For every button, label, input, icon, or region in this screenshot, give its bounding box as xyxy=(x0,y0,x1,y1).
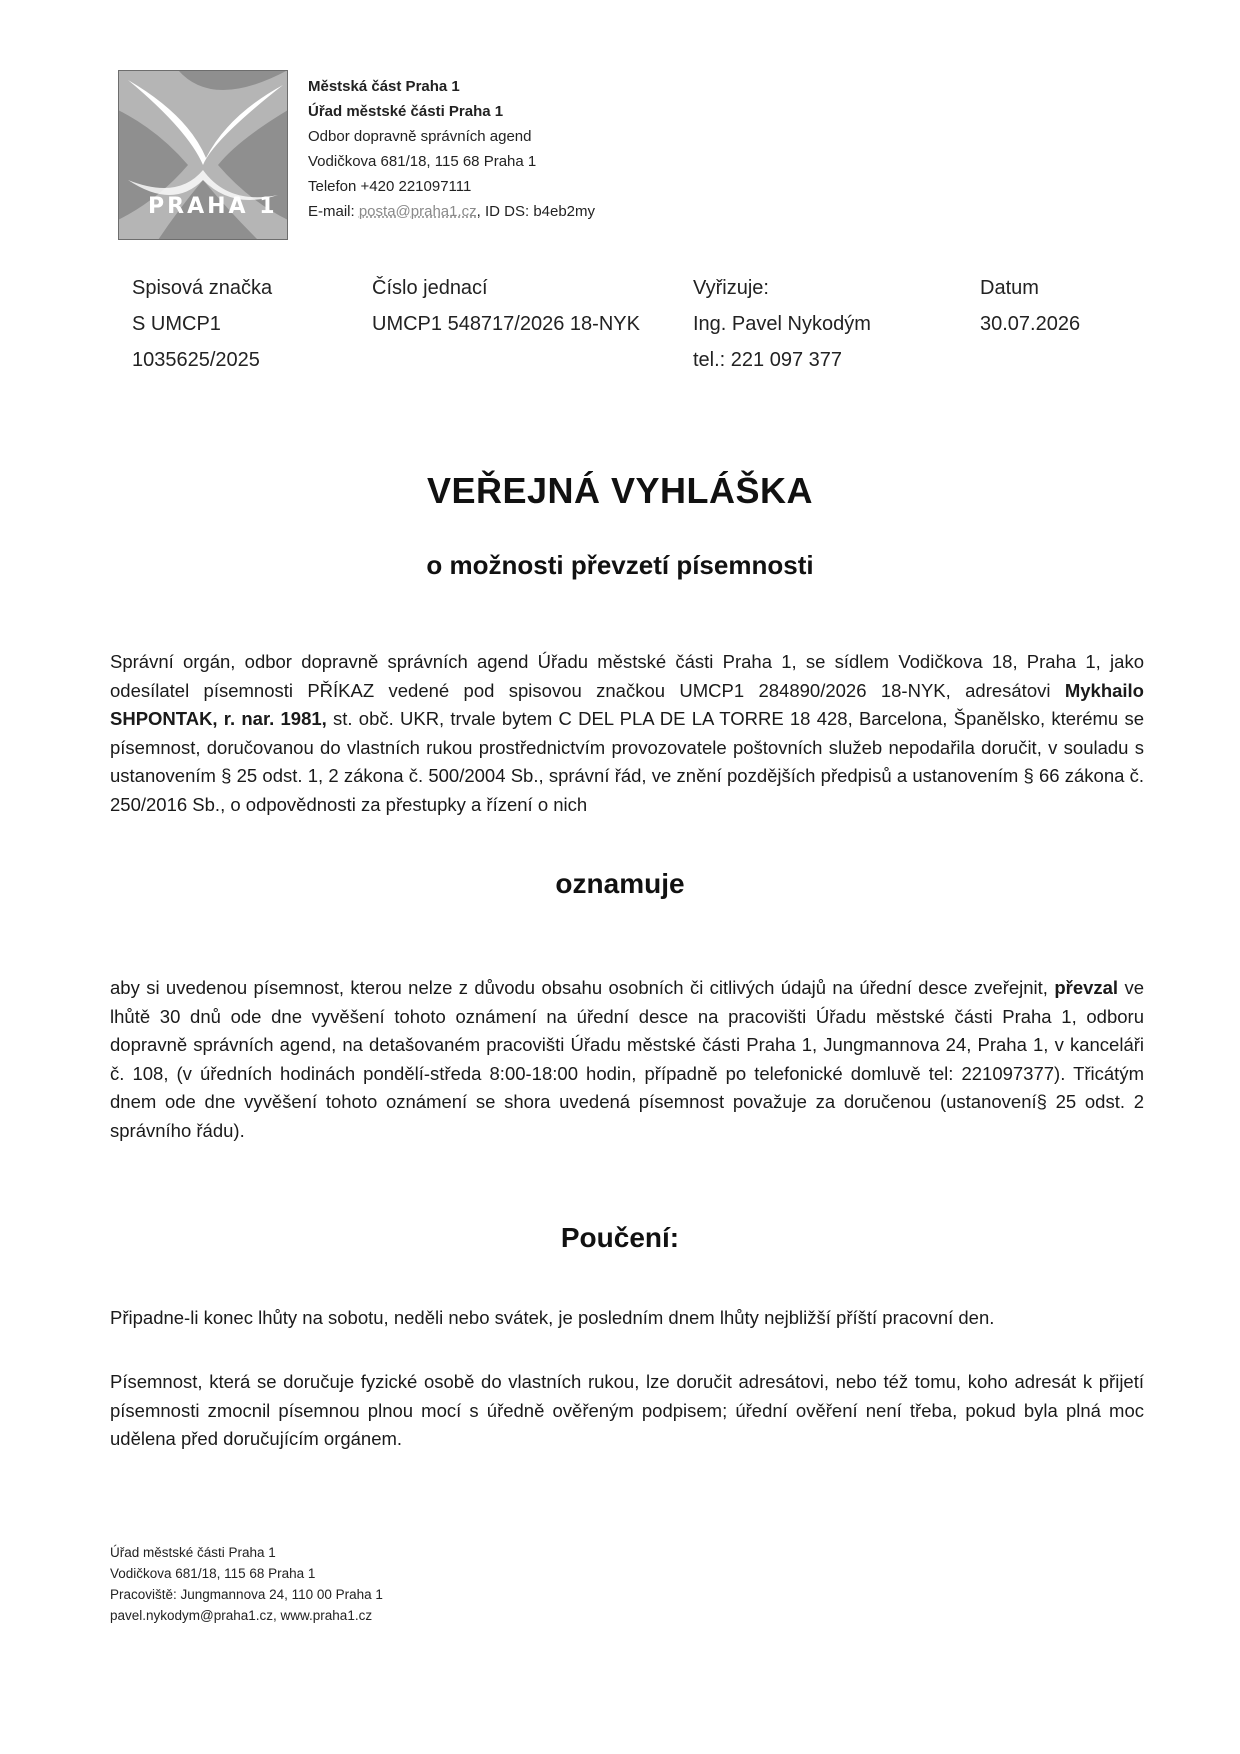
ref-cislo-label: Číslo jednací xyxy=(372,277,488,299)
praha1-logo xyxy=(118,70,288,240)
sender-address-block xyxy=(308,74,595,224)
ref-vyrizuje xyxy=(693,270,871,378)
logo-text: PRAHA 1 xyxy=(148,194,278,219)
document-subtitle: o možnosti převzetí písemnosti xyxy=(426,550,814,580)
ref-spisova-value-2: 1035625/2025 xyxy=(132,349,260,371)
ref-datum xyxy=(980,270,1080,342)
pouceni-paragraph-1: Připadne-li konec lhůty na sobotu, neděli nebo svátek, je posledním dnem lhůty nejbližší příští pracovní den. xyxy=(110,1307,995,1328)
ref-datum-label: Datum xyxy=(980,277,1039,299)
sender-street: Vodičkova 681/18, 115 68 Praha 1 xyxy=(308,153,537,170)
notice-bold-word: převzal xyxy=(1054,977,1119,998)
footer-line-office: Úřad městské části Praha 1 xyxy=(110,1545,276,1560)
intro-text-b: st. obč. UKR, trvale bytem C DEL PLA DE LA TORRE 18 428, Barcelona, Španělsko, kterému se písemnost, doručovanou do vlastních rukou prostřednictvím provozovatele poštovních služeb nepodařila doručit, v souladu s ustanovením § 25 odst. 1, 2 zákona č. 500/2004 Sb., správní řád, ve znění pozdějších předpisů a ustanovením § 66 zákona č. 250/2016 Sb., o odpovědnosti za přestupky a řízení o nich xyxy=(110,708,1144,815)
ref-cislo-value: UMCP1 548717/2026 18-NYK xyxy=(372,313,640,335)
footer-address xyxy=(110,1542,383,1626)
intro-text-a: Správní orgán, odbor dopravně správních agend Úřadu městské části Praha 1, se sídlem Vodičkova 18, Praha 1, jako odesílatel písemnosti PŘÍKAZ vedené pod spisovou značkou UMCP1 284890/2026 18-NYK, adresátovi xyxy=(110,651,1144,701)
sender-office: Úřad městské části Praha 1 xyxy=(308,103,504,120)
footer-line-contact: pavel.nykodym@praha1.cz, www.praha1.cz xyxy=(110,1608,373,1623)
ref-spisova-label: Spisová značka xyxy=(132,277,273,299)
pouceni-paragraph-2: Písemnost, která se doručuje fyzické osobě do vlastních rukou, lze doručit adresátovi, nebo též tomu, koho adresát k přijetí písemnosti zmocnil písemnou plnou mocí s úředně ověřeným podpisem; úřední ověření není třeba, pokud byla plná moc udělena před doručujícím orgánem. xyxy=(110,1371,1144,1449)
addressee-name: Mykhailo SHPONTAK, r. nar. 1981, xyxy=(110,679,1144,729)
notice-text-a: aby si uvedenou písemnost, kterou nelze z důvodu obsahu osobních či citlivých údajů na úřední desce zveřejnit, xyxy=(110,977,1055,998)
ref-vyrizuje-tel: tel.: 221 097 377 xyxy=(693,349,843,371)
sender-department: Odbor dopravně správních agend xyxy=(308,128,532,145)
email-suffix: , ID DS: b4eb2my xyxy=(476,203,596,220)
sender-municipality: Městská část Praha 1 xyxy=(308,78,460,95)
ref-cislo-jednaci xyxy=(372,270,640,342)
intro-paragraph xyxy=(110,648,1144,819)
oznamuje-heading: oznamuje xyxy=(555,868,685,899)
email-prefix: E-mail: xyxy=(308,203,359,220)
notice-text-b: ve lhůtě 30 dnů ode dne vyvěšení tohoto oznámení na úřední desce na pracovišti Úřadu městské části Praha 1, odboru dopravně správních agend, na detašovaném pracovišti Úřadu městské části Praha 1, Jungmannova 24, Praha 1, v kanceláři č. 108, (v úředních hodinách pondělí-středa 8:00-18:00 hodin, případně po telefonické domluvě tel: 221097377). Třicátým dnem ode dne vyvěšení tohoto oznámení se shora uvedená písemnost považuje za doručenou (ustanovení§ 25 odst. 2 správního řádu). xyxy=(110,977,1144,1141)
ref-spisova-value-1: S UMCP1 xyxy=(132,313,221,335)
pouceni-heading: Poučení: xyxy=(560,1222,680,1253)
notice-paragraph xyxy=(110,974,1144,1145)
footer-line-workplace: Pracoviště: Jungmannova 24, 110 00 Praha 1 xyxy=(110,1587,383,1602)
document-title: VEŘEJNÁ VYHLÁŠKA xyxy=(426,470,814,511)
footer-line-street: Vodičkova 681/18, 115 68 Praha 1 xyxy=(110,1566,316,1581)
ref-vyrizuje-name: Ing. Pavel Nykodým xyxy=(693,313,871,335)
ref-datum-value: 30.07.2026 xyxy=(980,313,1081,335)
ref-spisova-znacka xyxy=(132,270,272,378)
ref-vyrizuje-label: Vyřizuje: xyxy=(693,277,769,299)
sender-email-line xyxy=(308,199,595,224)
sender-email-link[interactable]: posta@praha1.cz xyxy=(358,203,477,220)
sender-phone: Telefon +420 221097111 xyxy=(308,178,472,195)
